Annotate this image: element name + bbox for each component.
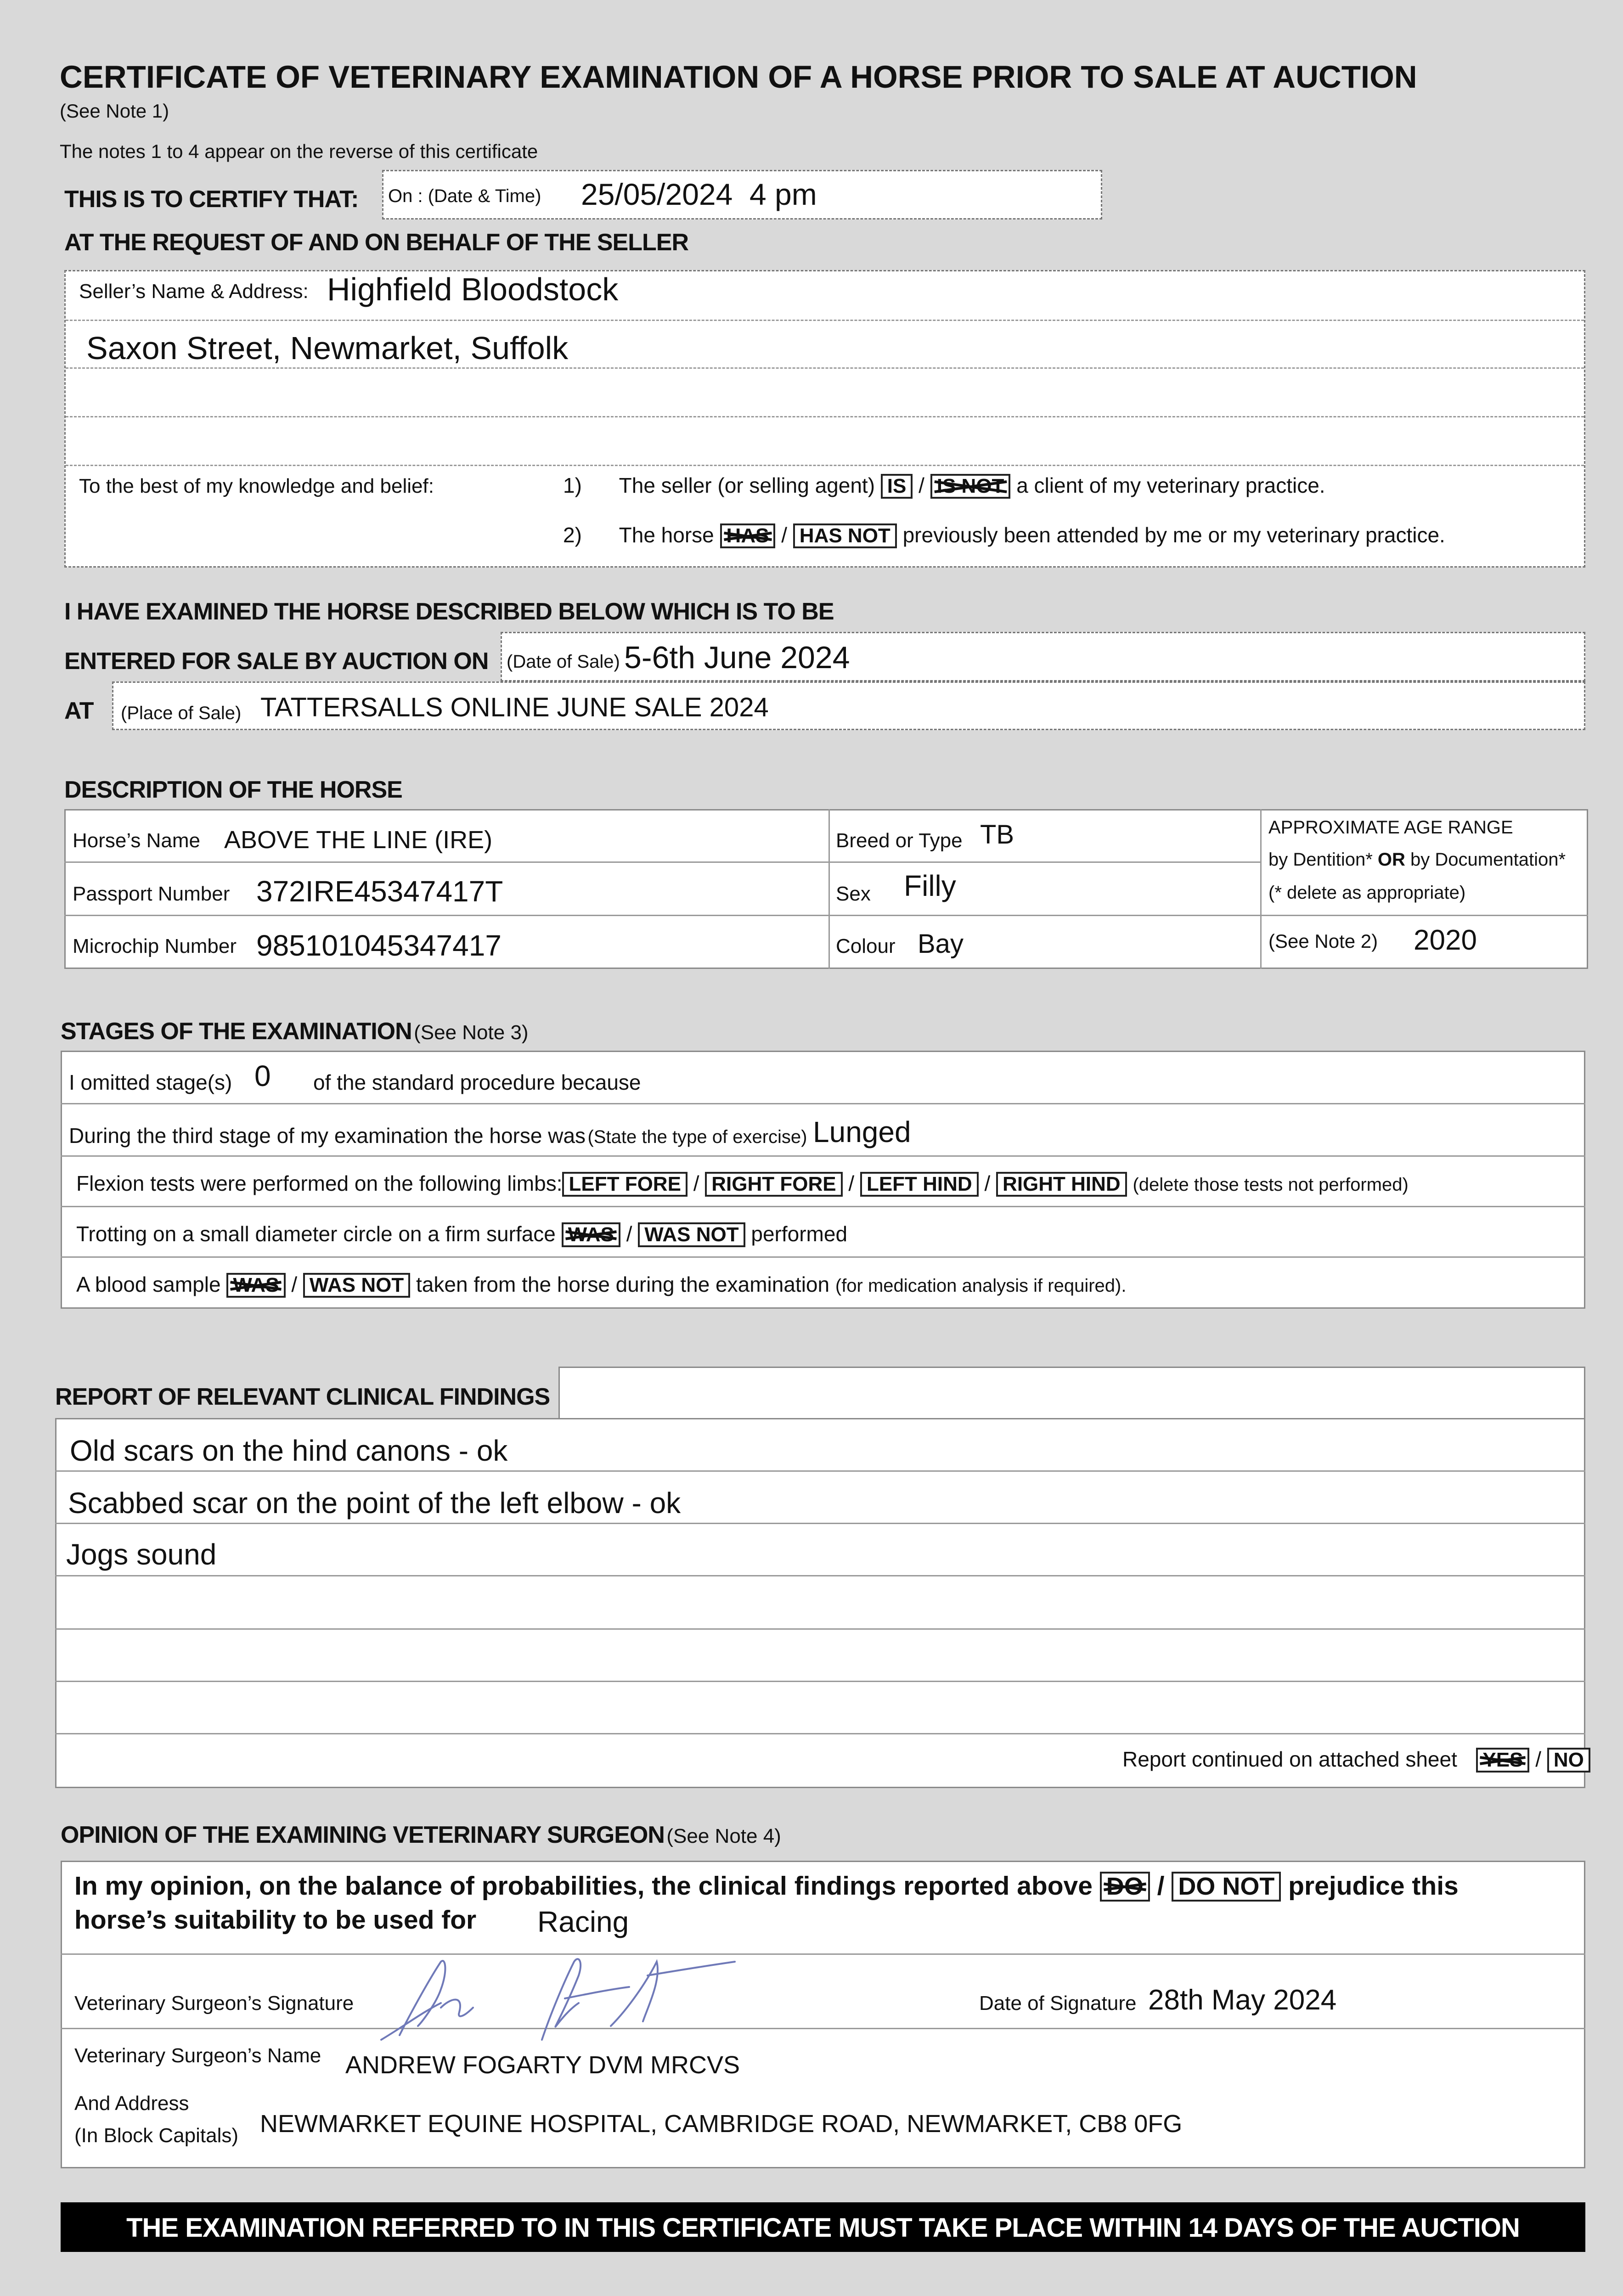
is-option[interactable]: IS [881,474,913,499]
statement-1-text: The seller (or selling agent) [619,473,875,497]
vet-name-label: Veterinary Surgeon’s Name [74,2044,321,2067]
footer-text: THE EXAMINATION REFERRED TO IN THIS CERTIFICATE MUST TAKE PLACE WITHIN 14 DAYS OF THE AUCTION [126,2213,1520,2243]
sale-place-value: TATTERSALLS ONLINE JUNE SALE 2024 [260,692,769,722]
opinion-heading-text: OPINION OF THE EXAMINING VETERINARY SURGEON [61,1822,665,1848]
age-delete-note: (* delete as appropriate) [1268,883,1466,903]
description-heading: DESCRIPTION OF THE HORSE [64,777,402,803]
sex-value[interactable]: Filly [904,869,956,902]
request-label: AT THE REQUEST OF AND ON BEHALF OF THE SELLER [64,229,688,256]
age-see-note: (See Note 2) [1268,930,1378,952]
trotting-was-option[interactable]: WAS [562,1222,620,1247]
opinion-text: In my opinion, on the balance of probabilities, the clinical findings reported above [74,1871,1093,1901]
title-note: (See Note 1) [60,100,169,122]
passport-value[interactable]: 372IRE45347417T [256,875,503,908]
signature-date-value[interactable]: 28th May 2024 [1148,1984,1337,2016]
separator: / [781,523,788,547]
third-stage-row [69,1123,807,1148]
stages-heading [61,1018,529,1045]
on-date-value: 25/05/2024 4 pm [581,177,817,211]
horse-name-label: Horse’s Name [73,829,200,852]
flexion-note: (delete those tests not performed) [1133,1175,1409,1195]
signature-date-label: Date of Signature [979,1992,1137,2015]
omitted-label: I omitted stage(s) [69,1070,232,1094]
left-fore-option[interactable]: LEFT FORE [562,1172,687,1197]
signature-label: Veterinary Surgeon’s Signature [74,1992,354,2015]
age-value[interactable]: 2020 [1414,924,1477,956]
trotting-was-not-option[interactable]: WAS NOT [638,1222,745,1247]
address-label-note: (In Block Capitals) [74,2124,239,2147]
on-date-field[interactable] [382,170,1102,219]
statement-2-number: 2) [563,523,582,547]
address-label: And Address [74,2092,189,2115]
signature-image[interactable] [372,1943,785,2054]
trotting-label: Trotting on a small diameter circle on a firm surface [76,1222,556,1246]
third-stage-note: (State the type of exercise) [587,1127,807,1147]
opinion-text-tail: prejudice this [1288,1871,1459,1901]
vet-address-value[interactable]: NEWMARKET EQUINE HOSPITAL, CAMBRIDGE ROAD, NEWMARKET, CB8 0FG [260,2110,1183,2138]
breed-value[interactable]: TB [980,820,1014,850]
separator: / [1535,1747,1542,1771]
statement-1-tail: a client of my veterinary practice. [1016,473,1325,497]
sale-date-value: 5-6th June 2024 [624,640,850,675]
blood-row [76,1272,1126,1298]
seller-address[interactable]: Saxon Street, Newmarket, Suffolk [86,330,569,366]
age-range-heading: APPROXIMATE AGE RANGE [1268,817,1513,838]
flexion-row [76,1171,1409,1197]
opinion-line2: horse’s suitability to be used for [74,1905,477,1935]
seller-name[interactable]: Highfield Bloodstock [327,271,619,307]
breed-label: Breed or Type [836,829,963,852]
separator: / [984,1171,991,1195]
intended-use-value[interactable]: Racing [537,1905,629,1938]
flexion-label: Flexion tests were performed on the following limbs: [76,1171,563,1195]
passport-label: Passport Number [73,883,230,905]
at-label: AT [64,698,94,724]
opinion-heading [61,1821,781,1849]
on-date-label: On : (Date & Time) [388,186,541,206]
finding-line-3[interactable]: Jogs sound [66,1538,217,1571]
continued-label: Report continued on attached sheet [1122,1747,1457,1771]
notes-line: The notes 1 to 4 appear on the reverse of this certificate [60,141,538,162]
trotting-row [76,1221,847,1247]
vet-name-value[interactable]: ANDREW FOGARTY DVM MRCVS [345,2051,740,2079]
blood-was-not-option[interactable]: WAS NOT [303,1273,410,1298]
do-not-option[interactable]: DO NOT [1172,1872,1281,1902]
by-dentition-option[interactable]: by Dentition* [1268,850,1373,870]
trotting-tail: performed [751,1222,848,1246]
sale-place-label: (Place of Sale) [121,703,242,723]
continued-no-option[interactable]: NO [1547,1748,1590,1773]
omitted-tail: of the standard procedure because [313,1070,641,1094]
entered-label: ENTERED FOR SALE BY AUCTION ON [64,648,489,675]
separator: / [848,1171,855,1195]
is-not-option[interactable]: IS NOT [930,474,1011,499]
sex-label: Sex [836,883,871,905]
continued-yes-option[interactable]: YES [1476,1748,1529,1773]
separator: / [919,473,924,497]
page-title: CERTIFICATE OF VETERINARY EXAMINATION OF A HORSE PRIOR TO SALE AT AUCTION [60,59,1417,95]
omitted-value[interactable]: 0 [254,1059,271,1092]
opinion-statement [74,1871,1459,1902]
horse-name-value[interactable]: ABOVE THE LINE (IRE) [224,826,493,854]
blood-tail: taken from the horse during the examination [416,1272,830,1296]
microchip-label: Microchip Number [73,935,237,957]
opinion-note: (See Note 4) [666,1825,781,1847]
separator: / [626,1222,632,1246]
age-range-methods [1268,850,1566,870]
sale-date-field[interactable] [501,632,1585,681]
stages-note: (See Note 3) [414,1021,529,1044]
blood-was-option[interactable]: WAS [226,1273,285,1298]
right-hind-option[interactable]: RIGHT HIND [996,1172,1127,1197]
separator: / [1157,1871,1165,1901]
colour-label: Colour [836,935,896,957]
statement-2-text: The horse [619,523,714,547]
third-stage-label: During the third stage of my examination the horse was [69,1124,586,1148]
knowledge-label: To the best of my knowledge and belief: [79,475,434,497]
separator: / [693,1171,699,1195]
statement-1-number: 1) [563,473,582,497]
report-heading-field [558,1367,1585,1420]
statement-2-tail: previously been attended by me or my veterinary practice. [902,523,1445,547]
finding-line-2[interactable]: Scabbed scar on the point of the left elbow - ok [68,1486,681,1519]
right-fore-option[interactable]: RIGHT FORE [705,1172,842,1197]
report-continued [1122,1747,1590,1773]
by-documentation-option[interactable]: by Documentation* [1410,850,1566,870]
report-heading: REPORT OF RELEVANT CLINICAL FINDINGS [55,1384,550,1410]
has-option[interactable]: HAS [720,523,776,548]
third-stage-value[interactable]: Lunged [813,1115,911,1148]
separator: / [291,1272,298,1296]
microchip-value[interactable]: 985101045347417 [256,929,502,962]
blood-label: A blood sample [76,1272,221,1296]
examined-line: I HAVE EXAMINED THE HORSE DESCRIBED BELOW WHICH IS TO BE [64,598,834,625]
or-word: OR [1377,850,1405,870]
certify-label: THIS IS TO CERTIFY THAT: [64,186,359,213]
blood-note: (for medication analysis if required). [835,1276,1127,1296]
statement-1 [563,473,1325,499]
sale-place-field[interactable] [112,681,1585,730]
finding-line-1[interactable]: Old scars on the hind canons - ok [70,1434,508,1467]
has-not-option[interactable]: HAS NOT [793,523,897,548]
sale-date-label: (Date of Sale) [507,652,620,672]
omitted-row [69,1070,232,1095]
seller-label: Seller’s Name & Address: [79,280,309,303]
colour-value[interactable]: Bay [918,929,964,959]
left-hind-option[interactable]: LEFT HIND [860,1172,979,1197]
do-option[interactable]: DO [1100,1872,1150,1902]
statement-2 [563,523,1445,548]
stages-heading-text: STAGES OF THE EXAMINATION [61,1018,412,1045]
